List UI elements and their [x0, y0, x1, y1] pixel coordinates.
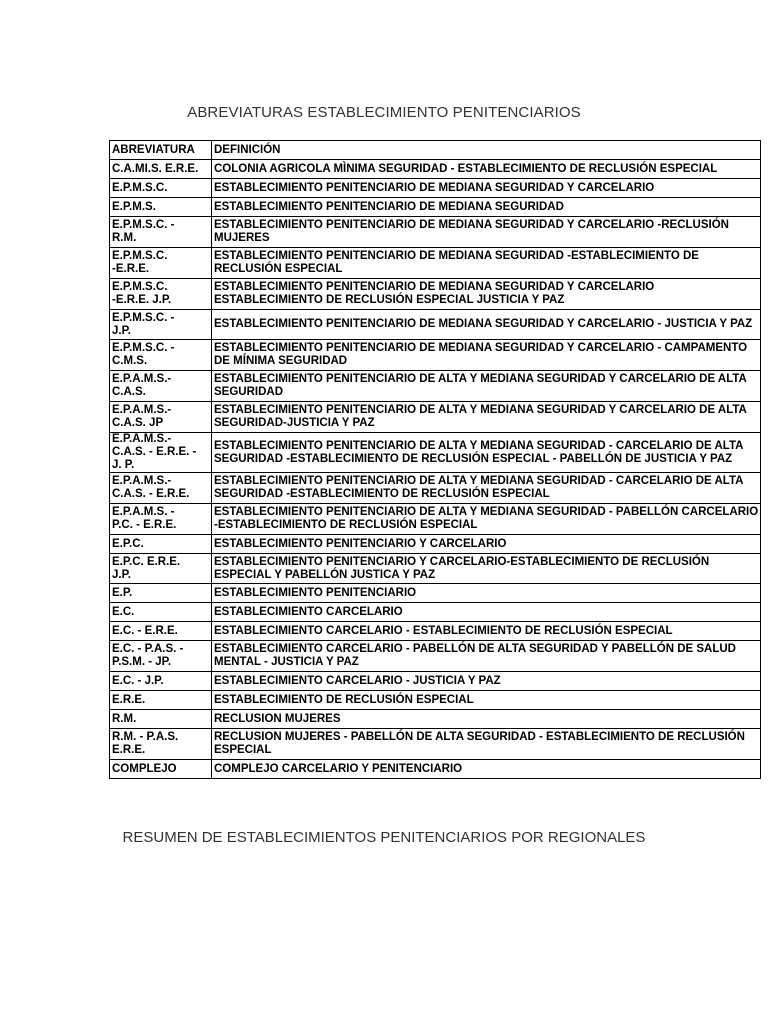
- definition-cell-line: ESTABLECIMIENTO CARCELARIO: [214, 605, 403, 618]
- table-row: [110, 710, 761, 729]
- table-row: [110, 603, 761, 622]
- abbreviation-cell-line: -E.R.E.: [112, 263, 150, 275]
- table-row: [110, 473, 761, 504]
- abbreviation-cell-line: E.P.M.S.C. -: [112, 342, 175, 354]
- definition-cell-line: COMPLEJO CARCELARIO Y PENITENCIARIO: [214, 762, 463, 775]
- abbreviation-cell: [110, 729, 212, 760]
- header-abbreviation: ABREVIATURA: [110, 141, 212, 160]
- page-title: ABREVIATURAS ESTABLECIMIENTO PENITENCIARIOS: [187, 104, 581, 121]
- abbreviation-cell-line: E.P.A.M.S.-: [112, 404, 172, 416]
- abbreviation-cell-line: E.P.M.S.C. -: [112, 219, 175, 231]
- definition-cell: [212, 691, 761, 710]
- definition-cell-line: RECLUSION MUJERES: [214, 712, 341, 725]
- definition-cell-line: ESTABLECIMIENTO PENITENCIARIO DE MEDIANA SEGURIDAD Y CARCELARIO: [214, 181, 655, 194]
- abbreviation-cell: [110, 310, 212, 340]
- definition-cell: [212, 710, 761, 729]
- table-row: [110, 248, 761, 279]
- abbreviation-cell-line: E.P.M.S.: [112, 200, 156, 213]
- definition-cell: [212, 603, 761, 622]
- abbreviation-cell-line: P.C. - E.R.E.: [112, 519, 177, 531]
- definition-cell-line: SEGURIDAD: [214, 386, 284, 398]
- definition-cell-line: ESTABLECIMIENTO PENITENCIARIO Y CARCELARIO: [214, 537, 507, 550]
- definition-cell: [212, 279, 761, 310]
- table-header-row: [110, 141, 761, 160]
- definition-cell-line: DE MÍNIMA SEGURIDAD: [214, 355, 348, 367]
- definition-cell: [212, 402, 761, 433]
- definition-cell: [212, 672, 761, 691]
- definition-cell-line: RECLUSION MUJERES - PABELLÓN DE ALTA SEGURIDAD - ESTABLECIMIENTO DE RECLUSIÓN: [214, 731, 745, 743]
- abbreviation-cell-line: E.P.: [112, 586, 133, 599]
- definition-cell-line: ESTABLECIMIENTO CARCELARIO - ESTABLECIMIENTO DE RECLUSIÓN ESPECIAL: [214, 624, 673, 637]
- abbreviation-cell-line: E.P.A.M.S.-: [112, 373, 172, 385]
- definition-cell-line: ESTABLECIMIENTO PENITENCIARIO DE ALTA Y MEDIANA SEGURIDAD Y CARCELARIO DE ALTA: [214, 404, 747, 416]
- definition-cell-line: ESTABLECIMIENTO PENITENCIARIO DE MEDIANA SEGURIDAD Y CARCELARIO - JUSTICIA Y PAZ: [214, 318, 753, 330]
- definition-cell: [212, 554, 761, 584]
- table-row: [110, 554, 761, 584]
- table-row: [110, 729, 761, 760]
- abbreviation-cell: [110, 217, 212, 248]
- abbreviation-cell-line: R.M.: [112, 712, 137, 725]
- abbreviation-cell: [110, 691, 212, 710]
- definition-cell: [212, 641, 761, 672]
- definition-cell-line: ESTABLECIMIENTO DE RECLUSIÓN ESPECIAL JUSTICIA Y PAZ: [214, 294, 565, 306]
- abbreviation-cell-line: J.P.: [112, 324, 131, 337]
- definition-cell-line: RECLUSIÓN ESPECIAL: [214, 263, 343, 275]
- definition-cell-line: ESPECIAL: [214, 744, 272, 756]
- definition-cell: [212, 535, 761, 554]
- abbreviation-cell: [110, 760, 212, 779]
- definition-cell: [212, 340, 761, 371]
- definition-cell-line: MENTAL - JUSTICIA Y PAZ: [214, 656, 359, 668]
- definition-cell: [212, 371, 761, 402]
- abbreviation-cell-line: R.M. - P.A.S.: [112, 731, 179, 743]
- abbreviation-cell: [110, 554, 212, 584]
- abbreviation-cell-line: R.M.: [112, 232, 137, 244]
- definition-cell: [212, 248, 761, 279]
- table-row: [110, 760, 761, 779]
- abbreviation-cell-line: E.P.C. E.R.E.: [112, 555, 181, 568]
- abbreviation-cell-line: COMPLEJO: [112, 762, 177, 775]
- definition-cell-line: -ESTABLECIMIENTO DE RECLUSIÓN ESPECIAL: [214, 519, 478, 531]
- definition-cell: [212, 729, 761, 760]
- definition-cell: [212, 433, 761, 473]
- abbreviation-cell-line: C.A.S. - E.R.E.: [112, 488, 190, 500]
- abbreviation-cell-line: C.A.S. - E.R.E. -: [112, 446, 197, 458]
- abbreviation-cell: [110, 622, 212, 641]
- abbreviation-cell-line: E.P.M.S.C.: [112, 281, 168, 293]
- definition-cell: [212, 160, 761, 179]
- abbreviation-cell: [110, 371, 212, 402]
- definition-cell-line: ESTABLECIMIENTO PENITENCIARIO DE MEDIANA SEGURIDAD: [214, 200, 564, 213]
- section-subtitle: [100, 828, 668, 848]
- definition-cell: [212, 217, 761, 248]
- abbreviation-cell-line: E.P.M.S.C. -: [112, 311, 175, 324]
- header-definition: DEFINICIÓN: [212, 141, 761, 160]
- definition-cell-line: ESTABLECIMIENTO PENITENCIARIO: [214, 586, 417, 599]
- definition-cell-line: ESTABLECIMIENTO DE RECLUSIÓN ESPECIAL: [214, 693, 474, 706]
- abbreviation-cell-line: -E.R.E. J.P.: [112, 294, 172, 306]
- definition-cell-line: MUJERES: [214, 232, 270, 244]
- abbreviation-cell: [110, 603, 212, 622]
- definition-cell-line: SEGURIDAD -ESTABLECIMIENTO DE RECLUSIÓN ESPECIAL: [214, 488, 550, 500]
- abbreviation-cell-line: E.R.E.: [112, 744, 146, 756]
- subtitle-line: REGIONALES: [547, 829, 646, 846]
- table-row: [110, 310, 761, 340]
- abbreviation-cell: [110, 402, 212, 433]
- table-row: [110, 371, 761, 402]
- abbreviation-cell-line: E.P.M.S.C.: [112, 181, 168, 194]
- abbreviation-cell-line: E.P.C.: [112, 537, 144, 550]
- definition-cell-line: ESTABLECIMIENTO PENITENCIARIO DE ALTA Y MEDIANA SEGURIDAD - PABELLÓN CARCELARIO: [214, 506, 759, 518]
- abbreviation-cell: [110, 248, 212, 279]
- abbreviation-cell-line: E.C. - J.P.: [112, 674, 164, 687]
- table-row: [110, 217, 761, 248]
- abbreviation-cell-line: E.R.E.: [112, 693, 146, 706]
- definition-cell-line: COLONIA AGRICOLA MÌNIMA SEGURIDAD - ESTABLECIMIENTO DE RECLUSIÓN ESPECIAL: [214, 162, 718, 175]
- definition-cell-line: ESTABLECIMIENTO PENITENCIARIO DE ALTA Y MEDIANA SEGURIDAD - CARCELARIO DE ALTA: [214, 475, 744, 487]
- definition-cell-line: ESTABLECIMIENTO PENITENCIARIO DE MEDIANA SEGURIDAD Y CARCELARIO: [214, 281, 655, 293]
- definition-cell-line: ESTABLECIMIENTO PENITENCIARIO DE MEDIANA SEGURIDAD Y CARCELARIO -RECLUSIÓN: [214, 219, 729, 231]
- table-row: [110, 402, 761, 433]
- table-row: [110, 504, 761, 535]
- table-row: [110, 584, 761, 603]
- abbreviation-cell-line: E.P.M.S.C.: [112, 250, 168, 262]
- abbreviation-cell: [110, 279, 212, 310]
- abbreviation-cell-line: E.C. - E.R.E.: [112, 624, 178, 637]
- table-row: [110, 535, 761, 554]
- abbreviation-cell: [110, 198, 212, 217]
- abbreviation-cell: [110, 340, 212, 371]
- abbreviation-cell-line: J.P.: [112, 568, 131, 581]
- definition-cell: [212, 622, 761, 641]
- table-row: [110, 279, 761, 310]
- definition-cell: [212, 310, 761, 340]
- abbreviation-cell-line: E.C. - P.A.S. -: [112, 643, 184, 655]
- table-row: [110, 179, 761, 198]
- definition-cell-line: SEGURIDAD -ESTABLECIMIENTO DE RECLUSIÓN ESPECIAL - PABELLÓN DE JUSTICIA Y PAZ: [214, 452, 733, 465]
- definition-cell-line: SEGURIDAD-JUSTICIA Y PAZ: [214, 417, 375, 429]
- table-row: [110, 622, 761, 641]
- definition-cell-line: ESTABLECIMIENTO CARCELARIO - PABELLÓN DE ALTA SEGURIDAD Y PABELLÓN DE SALUD: [214, 643, 736, 655]
- subtitle-line: RESUMEN DE ESTABLECIMIENTOS PENITENCIARIOS POR: [122, 829, 544, 846]
- abbreviation-cell: [110, 179, 212, 198]
- table-row: [110, 691, 761, 710]
- definition-cell-line: ESTABLECIMIENTO PENITENCIARIO DE ALTA Y MEDIANA SEGURIDAD - CARCELARIO DE ALTA: [214, 439, 744, 452]
- definition-cell-line: ESTABLECIMIENTO PENITENCIARIO DE MEDIANA SEGURIDAD Y CARCELARIO - CAMPAMENTO: [214, 342, 748, 354]
- table-row: [110, 641, 761, 672]
- definition-cell: [212, 179, 761, 198]
- abbreviation-cell: [110, 160, 212, 179]
- definition-cell-line: ESPECIAL Y PABELLÓN JUSTICA Y PAZ: [214, 568, 436, 581]
- abbreviation-cell-line: J. P.: [112, 459, 135, 471]
- definition-cell: [212, 584, 761, 603]
- abbreviation-cell: [110, 641, 212, 672]
- definition-cell-line: ESTABLECIMIENTO CARCELARIO - JUSTICIA Y PAZ: [214, 674, 501, 687]
- definition-cell-line: ESTABLECIMIENTO PENITENCIARIO DE MEDIANA SEGURIDAD -ESTABLECIMIENTO DE: [214, 250, 699, 262]
- abbreviation-cell: [110, 584, 212, 603]
- abbreviation-cell: [110, 473, 212, 504]
- abbreviation-cell-line: E.C.: [112, 605, 135, 618]
- table-row: [110, 160, 761, 179]
- abbreviation-cell-line: C.M.S.: [112, 355, 148, 367]
- abbreviation-cell-line: C.A.S. JP: [112, 417, 164, 429]
- abbreviation-cell: [110, 433, 212, 473]
- table-row: [110, 672, 761, 691]
- abbreviation-cell: [110, 710, 212, 729]
- table-row: [110, 340, 761, 371]
- abbreviation-cell-line: P.S.M. - JP.: [112, 656, 172, 668]
- definition-cell-line: ESTABLECIMIENTO PENITENCIARIO DE ALTA Y MEDIANA SEGURIDAD Y CARCELARIO DE ALTA: [214, 373, 747, 385]
- abbreviation-cell-line: E.P.A.M.S. -: [112, 506, 175, 518]
- abbreviation-cell-line: E.P.A.M.S.-: [112, 433, 172, 445]
- definition-cell: [212, 760, 761, 779]
- abbreviations-table: [109, 140, 761, 779]
- abbreviation-cell-line: C.A.MI.S. E.R.E.: [112, 162, 199, 175]
- definition-cell: [212, 504, 761, 535]
- definition-cell: [212, 473, 761, 504]
- abbreviation-cell: [110, 535, 212, 554]
- table-row: [110, 433, 761, 473]
- abbreviation-cell: [110, 672, 212, 691]
- abbreviation-cell-line: C.A.S.: [112, 386, 146, 398]
- definition-cell: [212, 198, 761, 217]
- table-row: [110, 198, 761, 217]
- abbreviation-cell-line: E.P.A.M.S.-: [112, 475, 172, 487]
- definition-cell-line: ESTABLECIMIENTO PENITENCIARIO Y CARCELARIO-ESTABLECIMIENTO DE RECLUSIÓN: [214, 555, 710, 568]
- abbreviation-cell: [110, 504, 212, 535]
